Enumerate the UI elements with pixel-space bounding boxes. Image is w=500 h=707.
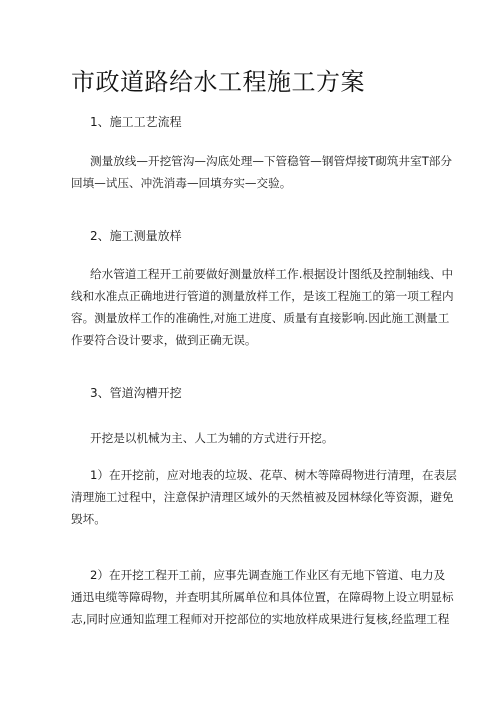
text-line: 毁坏。 <box>71 512 106 526</box>
section-heading-2: 2、施工测量放样 <box>90 229 182 243</box>
list-item-excavation-1 <box>71 464 457 530</box>
list-item-excavation-2 <box>71 564 454 630</box>
text-line: 通迅电缆等障碍物，并查明其所属单位和具体位置，在障碍物上设立明显标 <box>71 590 454 604</box>
paragraph-excavation-intro: 开挖是以机械为主、人工为辅的方式进行开挖。 <box>90 431 334 445</box>
section-heading-1: 1、施工工艺流程 <box>90 115 182 129</box>
document-title: 市政道路给水工程施工方案 <box>71 68 365 96</box>
text-line: 回填—试压、冲洗消毒—回填夯实—交验。 <box>71 176 292 190</box>
paragraph-process-flow <box>71 150 452 194</box>
text-line: 清理施工过程中，注意保护清理区域外的天然植被及园林绿化等资源，避免 <box>71 490 454 504</box>
text-line: 2）在开挖工程开工前，应事先调查施工作业区有无地下管道、电力及 <box>90 568 446 582</box>
text-line: 1）在开挖前，应对地表的垃圾、花草、树木等障碍物进行清理，在表层 <box>90 468 457 482</box>
text-line: 作要符合设计要求，做到正确无误。 <box>71 333 257 347</box>
text-line: 测量放线—开挖管沟—沟底处理—下管稳管—钢管焊接T砌筑井室T部分 <box>90 154 452 168</box>
text-line: 线和水准点正确地进行管道的测量放样工作，是该工程施工的第一项工程内 <box>71 289 454 303</box>
text-line: 志,同时应通知监理工程师对开挖部位的实地放样成果进行复核,经监理工程 <box>71 612 450 626</box>
section-heading-3: 3、管道沟槽开挖 <box>90 386 182 400</box>
text-line: 容。测量放样工作的准确性,对施工进度、质量有直接影响.因此施工测量工 <box>71 311 450 325</box>
text-line: 给水管道工程开工前要做好测量放样工作.根据设计图纸及控制轴线、中 <box>90 267 454 281</box>
paragraph-survey-layout <box>71 263 454 351</box>
